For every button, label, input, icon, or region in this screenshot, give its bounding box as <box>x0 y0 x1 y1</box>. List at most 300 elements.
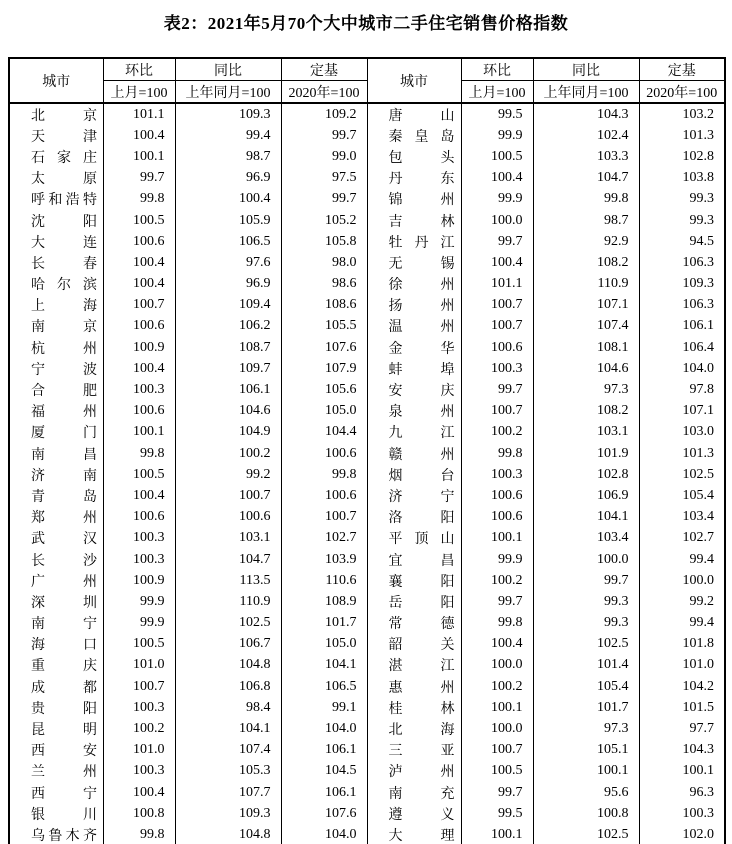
table-row <box>9 824 725 844</box>
city-name: 北京 <box>31 108 97 124</box>
table-row <box>9 782 725 803</box>
yoy-value: 98.4 <box>175 697 281 718</box>
base-value: 98.6 <box>281 274 367 295</box>
yoy-value: 104.8 <box>175 655 281 676</box>
city-cell <box>9 443 103 464</box>
base-value: 108.9 <box>281 591 367 612</box>
yoy-value: 104.6 <box>533 358 639 379</box>
yoy-value: 107.4 <box>533 316 639 337</box>
table-row <box>9 168 725 189</box>
city-cell <box>367 231 461 252</box>
base-value: 104.2 <box>639 676 725 697</box>
mom-value: 100.2 <box>461 570 533 591</box>
base-value: 105.4 <box>639 485 725 506</box>
base-value: 106.1 <box>639 316 725 337</box>
mom-value: 99.9 <box>461 189 533 210</box>
base-value: 101.3 <box>639 125 725 146</box>
mom-value: 100.6 <box>103 231 175 252</box>
city-cell <box>367 782 461 803</box>
city-cell <box>9 655 103 676</box>
mom-value: 99.5 <box>461 103 533 125</box>
city-cell <box>9 740 103 761</box>
city-name: 遵义 <box>388 807 455 823</box>
base-value: 104.0 <box>639 358 725 379</box>
mom-value: 100.5 <box>461 761 533 782</box>
mom-value: 101.0 <box>103 655 175 676</box>
city-cell <box>9 549 103 570</box>
base-value: 99.2 <box>639 591 725 612</box>
base-value: 107.6 <box>281 803 367 824</box>
city-name: 北海 <box>388 723 455 739</box>
city-name: 包头 <box>388 150 455 166</box>
table-row <box>9 146 725 167</box>
yoy-value: 102.4 <box>533 125 639 146</box>
city-name: 广州 <box>31 574 97 590</box>
city-name: 洛阳 <box>388 511 455 527</box>
mom-value: 99.7 <box>461 782 533 803</box>
mom-value: 100.9 <box>103 337 175 358</box>
yoy-value: 107.4 <box>175 740 281 761</box>
mom-value: 100.0 <box>461 655 533 676</box>
mom-value: 101.1 <box>103 103 175 125</box>
yoy-value: 103.1 <box>533 422 639 443</box>
mom-value: 99.8 <box>103 443 175 464</box>
city-cell <box>367 103 461 125</box>
city-cell <box>9 295 103 316</box>
city-name: 沈阳 <box>31 214 97 230</box>
base-value: 99.4 <box>639 549 725 570</box>
mom-value: 100.3 <box>103 697 175 718</box>
city-cell <box>367 464 461 485</box>
mom-value: 100.4 <box>461 168 533 189</box>
table-row <box>9 591 725 612</box>
city-name: 唐山 <box>388 108 455 124</box>
base-value: 97.8 <box>639 379 725 400</box>
city-cell <box>9 252 103 273</box>
mom-value: 100.6 <box>461 337 533 358</box>
mom-value: 100.3 <box>103 549 175 570</box>
base-value: 102.7 <box>281 528 367 549</box>
mom-value: 99.9 <box>103 613 175 634</box>
mom-value: 100.5 <box>103 464 175 485</box>
yoy-value: 109.7 <box>175 358 281 379</box>
base-value: 99.8 <box>281 464 367 485</box>
city-cell <box>9 803 103 824</box>
city-cell <box>9 379 103 400</box>
header-yoy-left: 同比 <box>175 58 281 81</box>
city-name: 扬州 <box>388 299 455 315</box>
mom-value: 99.8 <box>461 613 533 634</box>
yoy-value: 99.4 <box>175 125 281 146</box>
yoy-value: 106.8 <box>175 676 281 697</box>
base-value: 104.4 <box>281 422 367 443</box>
mom-value: 100.2 <box>461 676 533 697</box>
base-value: 106.1 <box>281 740 367 761</box>
city-name: 大理 <box>388 828 455 844</box>
base-value: 105.8 <box>281 231 367 252</box>
yoy-value: 103.4 <box>533 528 639 549</box>
city-cell <box>9 634 103 655</box>
city-cell <box>367 401 461 422</box>
table-row <box>9 740 725 761</box>
city-name: 九江 <box>388 426 455 442</box>
city-cell <box>9 210 103 231</box>
city-name: 青岛 <box>31 489 97 505</box>
city-cell <box>9 507 103 528</box>
city-cell <box>367 761 461 782</box>
city-cell <box>367 591 461 612</box>
city-name: 常德 <box>388 617 455 633</box>
yoy-value: 97.3 <box>533 718 639 739</box>
mom-value: 100.4 <box>103 782 175 803</box>
base-value: 103.2 <box>639 103 725 125</box>
yoy-value: 113.5 <box>175 570 281 591</box>
city-name: 石家庄 <box>31 150 97 166</box>
yoy-value: 108.7 <box>175 337 281 358</box>
city-name: 乌鲁木齐 <box>31 828 97 844</box>
city-name: 宜昌 <box>388 553 455 569</box>
base-value: 107.9 <box>281 358 367 379</box>
mom-value: 100.6 <box>461 507 533 528</box>
table-row <box>9 464 725 485</box>
city-name: 桂林 <box>388 701 455 717</box>
mom-value: 100.1 <box>103 146 175 167</box>
table-row <box>9 718 725 739</box>
yoy-value: 106.7 <box>175 634 281 655</box>
header-base-left: 定基 <box>281 58 367 81</box>
city-name: 岳阳 <box>388 595 455 611</box>
mom-value: 100.4 <box>103 485 175 506</box>
base-value: 97.7 <box>639 718 725 739</box>
mom-value: 100.0 <box>461 718 533 739</box>
city-cell <box>367 528 461 549</box>
mom-value: 99.9 <box>461 549 533 570</box>
city-name: 牡丹江 <box>388 235 455 251</box>
mom-value: 100.6 <box>103 507 175 528</box>
table-row <box>9 761 725 782</box>
mom-value: 100.1 <box>461 528 533 549</box>
base-value: 100.3 <box>639 803 725 824</box>
base-value: 106.4 <box>639 337 725 358</box>
table-row <box>9 274 725 295</box>
base-value: 103.8 <box>639 168 725 189</box>
yoy-value: 102.5 <box>175 613 281 634</box>
base-value: 97.5 <box>281 168 367 189</box>
table-row <box>9 189 725 210</box>
city-cell <box>367 316 461 337</box>
yoy-value: 98.7 <box>175 146 281 167</box>
city-name: 南昌 <box>31 447 97 463</box>
base-value: 103.4 <box>639 507 725 528</box>
base-value: 105.6 <box>281 379 367 400</box>
mom-value: 101.1 <box>461 274 533 295</box>
mom-value: 100.7 <box>461 295 533 316</box>
yoy-value: 106.5 <box>175 231 281 252</box>
yoy-value: 105.4 <box>533 676 639 697</box>
table-row <box>9 379 725 400</box>
table-row <box>9 485 725 506</box>
yoy-value: 108.2 <box>533 401 639 422</box>
city-name: 韶关 <box>388 638 455 654</box>
city-name: 哈尔滨 <box>31 278 97 294</box>
yoy-value: 104.1 <box>533 507 639 528</box>
table-row <box>9 422 725 443</box>
yoy-value: 104.3 <box>533 103 639 125</box>
table-row <box>9 443 725 464</box>
yoy-value: 101.7 <box>533 697 639 718</box>
city-cell <box>367 252 461 273</box>
city-name: 金华 <box>388 341 455 357</box>
city-cell <box>367 189 461 210</box>
city-name: 济南 <box>31 468 97 484</box>
city-cell <box>367 697 461 718</box>
table-row <box>9 316 725 337</box>
city-cell <box>9 591 103 612</box>
mom-value: 99.7 <box>461 379 533 400</box>
yoy-value: 110.9 <box>533 274 639 295</box>
city-name: 襄阳 <box>388 574 455 590</box>
city-cell <box>367 634 461 655</box>
city-name: 锦州 <box>388 193 455 209</box>
yoy-value: 99.2 <box>175 464 281 485</box>
base-value: 100.0 <box>639 570 725 591</box>
city-cell <box>367 549 461 570</box>
base-value: 102.7 <box>639 528 725 549</box>
yoy-value: 107.1 <box>533 295 639 316</box>
city-cell <box>9 189 103 210</box>
header-base-sub-left: 2020年=100 <box>281 81 367 104</box>
city-name: 安庆 <box>388 384 455 400</box>
yoy-value: 104.8 <box>175 824 281 844</box>
yoy-value: 102.8 <box>533 464 639 485</box>
base-value: 109.3 <box>639 274 725 295</box>
base-value: 105.5 <box>281 316 367 337</box>
city-cell <box>367 125 461 146</box>
base-value: 108.6 <box>281 295 367 316</box>
city-name: 贵阳 <box>31 701 97 717</box>
base-value: 106.1 <box>281 782 367 803</box>
city-name: 无锡 <box>388 256 455 272</box>
city-cell <box>9 316 103 337</box>
header-city-left: 城市 <box>9 58 103 103</box>
city-cell <box>367 337 461 358</box>
base-value: 101.3 <box>639 443 725 464</box>
city-cell <box>367 803 461 824</box>
mom-value: 100.3 <box>461 464 533 485</box>
base-value: 105.0 <box>281 401 367 422</box>
table-row <box>9 634 725 655</box>
mom-value: 100.4 <box>103 274 175 295</box>
city-name: 蚌埠 <box>388 362 455 378</box>
base-value: 106.3 <box>639 295 725 316</box>
yoy-value: 104.6 <box>175 401 281 422</box>
yoy-value: 103.1 <box>175 528 281 549</box>
city-name: 重庆 <box>31 659 97 675</box>
yoy-value: 100.6 <box>175 507 281 528</box>
base-value: 100.1 <box>639 761 725 782</box>
mom-value: 100.3 <box>461 358 533 379</box>
yoy-value: 99.3 <box>533 591 639 612</box>
yoy-value: 100.8 <box>533 803 639 824</box>
mom-value: 99.8 <box>461 443 533 464</box>
city-cell <box>9 570 103 591</box>
city-name: 三亚 <box>388 744 455 760</box>
mom-value: 100.7 <box>461 740 533 761</box>
base-value: 101.0 <box>639 655 725 676</box>
header-mom-left: 环比 <box>103 58 175 81</box>
city-name: 兰州 <box>31 765 97 781</box>
city-cell <box>367 655 461 676</box>
table-row <box>9 337 725 358</box>
mom-value: 100.2 <box>103 718 175 739</box>
yoy-value: 106.1 <box>175 379 281 400</box>
table-row <box>9 613 725 634</box>
city-name: 惠州 <box>388 680 455 696</box>
city-cell <box>9 168 103 189</box>
yoy-value: 97.6 <box>175 252 281 273</box>
yoy-value: 103.3 <box>533 146 639 167</box>
header-yoy-sub-left: 上年同月=100 <box>175 81 281 104</box>
city-cell <box>9 718 103 739</box>
mom-value: 100.7 <box>103 295 175 316</box>
mom-value: 99.7 <box>461 231 533 252</box>
mom-value: 100.5 <box>461 146 533 167</box>
mom-value: 100.7 <box>103 676 175 697</box>
mom-value: 100.6 <box>461 485 533 506</box>
base-value: 99.0 <box>281 146 367 167</box>
city-cell <box>367 676 461 697</box>
mom-value: 99.8 <box>103 189 175 210</box>
base-value: 98.0 <box>281 252 367 273</box>
mom-value: 100.3 <box>103 528 175 549</box>
city-cell <box>367 358 461 379</box>
city-name: 银川 <box>31 807 97 823</box>
city-cell <box>367 379 461 400</box>
yoy-value: 109.3 <box>175 803 281 824</box>
city-cell <box>367 210 461 231</box>
yoy-value: 100.4 <box>175 189 281 210</box>
mom-value: 100.5 <box>103 210 175 231</box>
table-row <box>9 549 725 570</box>
yoy-value: 102.5 <box>533 824 639 844</box>
city-cell <box>367 443 461 464</box>
city-name: 西宁 <box>31 786 97 802</box>
table-row <box>9 655 725 676</box>
city-name: 天津 <box>31 129 97 145</box>
city-name: 厦门 <box>31 426 97 442</box>
city-cell <box>9 146 103 167</box>
base-value: 104.1 <box>281 655 367 676</box>
base-value: 99.3 <box>639 189 725 210</box>
header-base-right: 定基 <box>639 58 725 81</box>
city-cell <box>367 824 461 844</box>
mom-value: 99.9 <box>103 591 175 612</box>
yoy-value: 106.9 <box>533 485 639 506</box>
table-row <box>9 697 725 718</box>
city-cell <box>9 337 103 358</box>
city-name: 海口 <box>31 638 97 654</box>
base-value: 104.5 <box>281 761 367 782</box>
yoy-value: 105.1 <box>533 740 639 761</box>
city-name: 昆明 <box>31 723 97 739</box>
city-cell <box>367 168 461 189</box>
mom-value: 101.0 <box>103 740 175 761</box>
city-cell <box>367 485 461 506</box>
yoy-value: 104.7 <box>175 549 281 570</box>
mom-value: 99.7 <box>461 591 533 612</box>
yoy-value: 108.2 <box>533 252 639 273</box>
city-cell <box>9 422 103 443</box>
base-value: 110.6 <box>281 570 367 591</box>
base-value: 100.7 <box>281 507 367 528</box>
city-cell <box>367 507 461 528</box>
yoy-value: 100.2 <box>175 443 281 464</box>
table-row <box>9 507 725 528</box>
city-cell <box>9 676 103 697</box>
yoy-value: 101.4 <box>533 655 639 676</box>
city-cell <box>9 358 103 379</box>
base-value: 101.8 <box>639 634 725 655</box>
mom-value: 100.4 <box>103 252 175 273</box>
city-cell <box>9 125 103 146</box>
yoy-value: 100.7 <box>175 485 281 506</box>
mom-value: 100.1 <box>461 697 533 718</box>
base-value: 96.3 <box>639 782 725 803</box>
city-name: 武汉 <box>31 532 97 548</box>
base-value: 99.7 <box>281 189 367 210</box>
city-cell <box>9 485 103 506</box>
city-name: 杭州 <box>31 341 97 357</box>
header-base-sub-right: 2020年=100 <box>639 81 725 104</box>
base-value: 94.5 <box>639 231 725 252</box>
city-cell <box>367 613 461 634</box>
city-cell <box>9 528 103 549</box>
table-row <box>9 210 725 231</box>
city-cell <box>367 718 461 739</box>
yoy-value: 102.5 <box>533 634 639 655</box>
mom-value: 100.7 <box>461 316 533 337</box>
mom-value: 99.7 <box>103 168 175 189</box>
city-name: 泉州 <box>388 405 455 421</box>
base-value: 99.1 <box>281 697 367 718</box>
mom-value: 100.4 <box>461 634 533 655</box>
mom-value: 100.3 <box>103 379 175 400</box>
table-row <box>9 676 725 697</box>
yoy-value: 96.9 <box>175 168 281 189</box>
mom-value: 100.3 <box>103 761 175 782</box>
table-row <box>9 358 725 379</box>
base-value: 107.1 <box>639 401 725 422</box>
city-name: 湛江 <box>388 659 455 675</box>
header-mom-sub-left: 上月=100 <box>103 81 175 104</box>
city-name: 太原 <box>31 172 97 188</box>
city-name: 秦皇岛 <box>388 129 455 145</box>
city-name: 赣州 <box>388 447 455 463</box>
city-cell <box>9 782 103 803</box>
city-name: 平顶山 <box>388 532 455 548</box>
base-value: 106.3 <box>639 252 725 273</box>
mom-value: 100.6 <box>103 316 175 337</box>
header-mom-right: 环比 <box>461 58 533 81</box>
mom-value: 100.5 <box>103 634 175 655</box>
city-cell <box>367 570 461 591</box>
city-name: 南充 <box>388 786 455 802</box>
city-name: 呼和浩特 <box>31 193 97 209</box>
yoy-value: 105.3 <box>175 761 281 782</box>
city-name: 深圳 <box>31 595 97 611</box>
base-value: 101.7 <box>281 613 367 634</box>
base-value: 99.3 <box>639 210 725 231</box>
